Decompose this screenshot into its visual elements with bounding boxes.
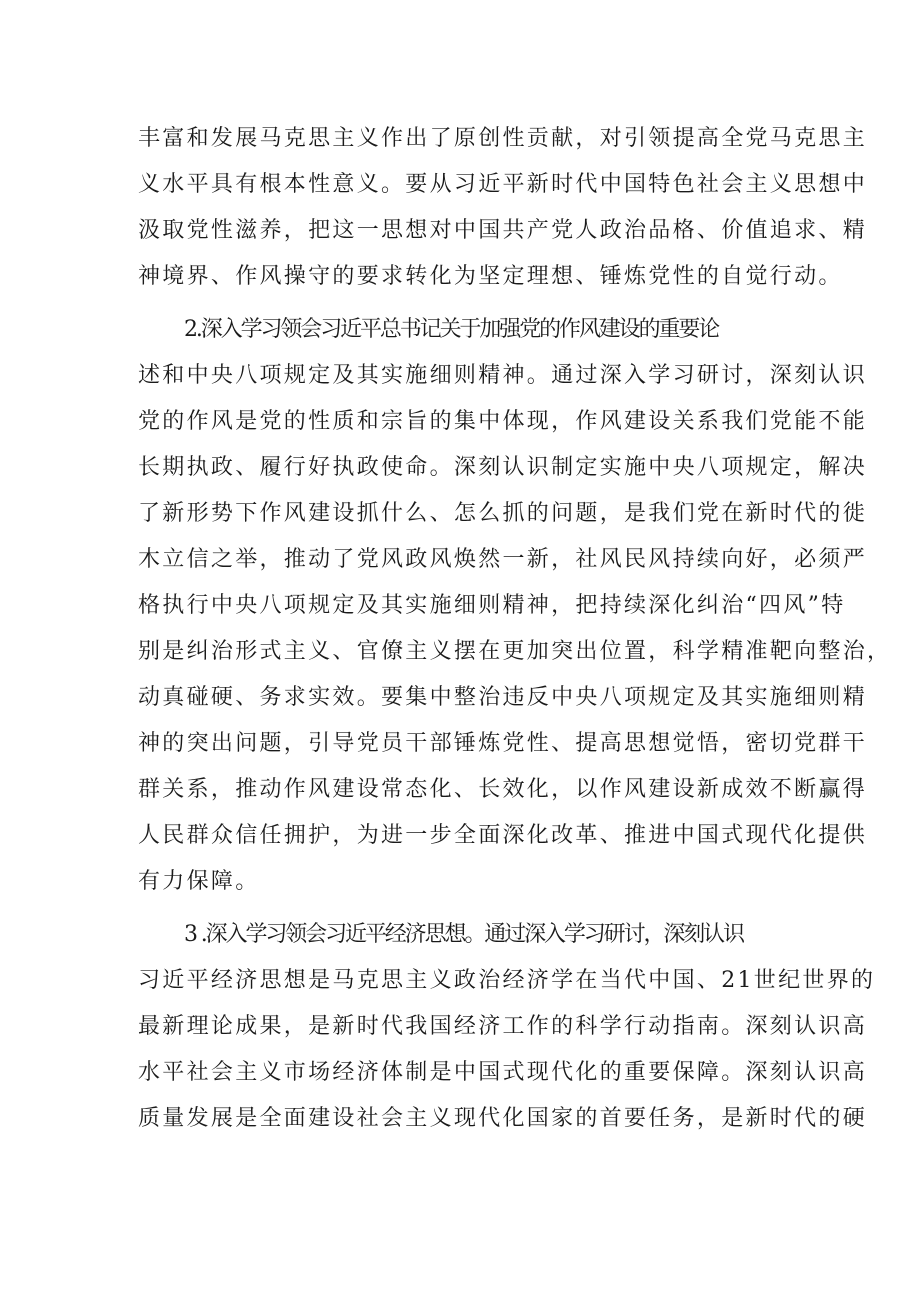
text-line: 义水平具有根本性意义。要从习近平新时代中国特色社会主义思想中: [138, 172, 868, 197]
text-line: 神境界、作风操守的要求转化为坚定理想、锤炼党性的自觉行动。: [138, 264, 843, 289]
text-line: 人民群众信任拥护，为进一步全面深化改革、推进中国式现代化提供: [138, 823, 868, 848]
text-line: 水平社会主义市场经济体制是中国式现代化的重要保障。深刻认识高: [138, 1060, 868, 1085]
text-line: 述和中央八项规定及其实施细则精神。通过深入学习研讨，深刻认识: [138, 363, 868, 388]
text-line: 格执行中央八项规定及其实施细则精神，把持续深化纠治“四风”特: [138, 593, 846, 618]
text-line: 别是纠治形式主义、官僚主义摆在更加突出位置，科学精准靶向整治，: [138, 639, 892, 664]
section-heading-3: 3 .深入学习领会习近平经济思想。通过深入学习研讨，深刻认识: [184, 922, 743, 947]
text-line: 习近平经济思想是马克思主义政治经济学在当代中国、21世纪世界的: [138, 968, 876, 993]
text-line: 群关系，推动作风建设常态化、长效化，以作风建设新成效不断赢得: [138, 777, 868, 802]
text-line: 党的作风是党的性质和宗旨的集中体现，作风建设关系我们党能不能: [138, 409, 868, 434]
section-heading-2: 2.深入学习领会习近平总书记关于加强党的作风建设的重要论: [184, 317, 719, 342]
text-line: 长期执政、履行好执政使命。深刻认识制定实施中央八项规定，解决: [138, 455, 868, 480]
text-line: 质量发展是全面建设社会主义现代化国家的首要任务，是新时代的硬: [138, 1106, 868, 1131]
text-line: 丰富和发展马克思主义作出了原创性贡献，对引领提高全党马克思主: [138, 126, 868, 151]
text-line: 动真碰硬、务求实效。要集中整治违反中央八项规定及其实施细则精: [138, 685, 868, 710]
text-line: 神的突出问题，引导党员干部锤炼党性、提高思想觉悟，密切党群干: [138, 731, 868, 756]
text-line: 木立信之举，推动了党风政风焕然一新，社风民风持续向好，必须严: [138, 547, 868, 572]
text-line: 了新形势下作风建设抓什么、怎么抓的问题，是我们党在新时代的徙: [138, 501, 868, 526]
text-line: 有力保障。: [138, 869, 260, 894]
text-line: 汲取党性滋养，把这一思想对中国共产党人政治品格、价值追求、精: [138, 218, 868, 243]
text-line: 最新理论成果，是新时代我国经济工作的科学行动指南。深刻认识高: [138, 1014, 868, 1039]
